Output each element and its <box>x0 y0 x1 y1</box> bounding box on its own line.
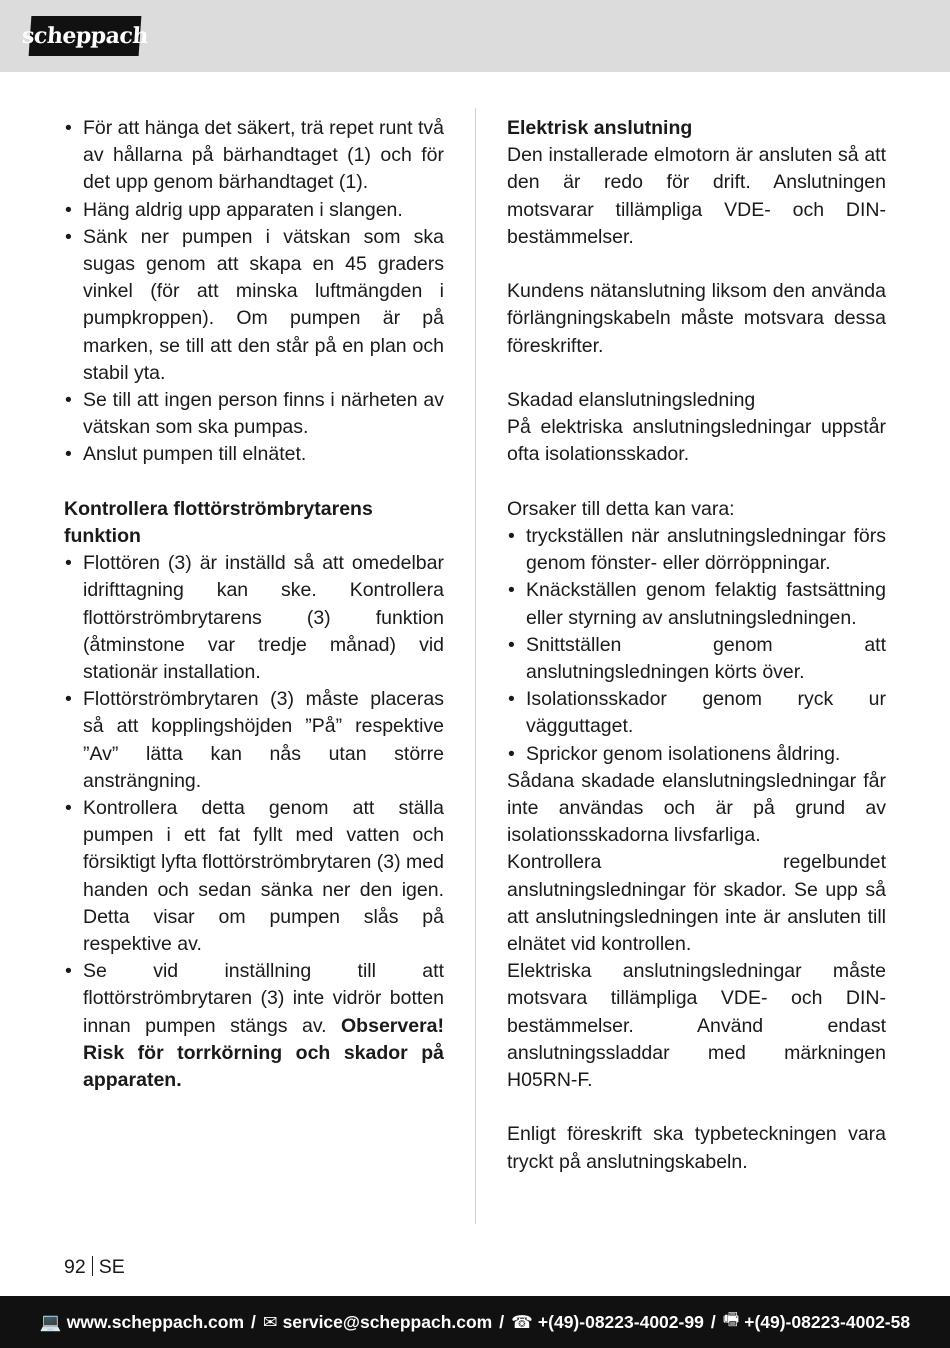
footer-bar <box>0 1296 950 1348</box>
page-language: SE <box>98 1256 125 1278</box>
setup-bullet-list <box>64 115 444 469</box>
email-link[interactable]: service@scheppach.com <box>282 1311 493 1332</box>
phone-icon: ☎ <box>511 1311 533 1332</box>
list-item: • För att hänga det säkert, trä repet runt två av hållarna på bärhandtaget (1) och för det upp genom bärhandtaget (1). <box>64 115 444 197</box>
footer-separator: / <box>499 1311 505 1332</box>
list-item: • tryckställen när anslutningsledningar förs genom fönster- eller dörröppningar. <box>507 523 886 577</box>
float-switch-heading: Kontrollera flottörströmbrytarens funktion <box>64 497 373 548</box>
list-item: • Snittställen genom att anslutningsledningen körts över. <box>507 632 886 686</box>
phone-number: +(49)-08223-4002-99 <box>537 1311 704 1332</box>
float-switch-bullet-list <box>64 550 444 1094</box>
list-item: • Kontrollera detta genom att ställa pumpen i ett fat fyllt med vatten och försiktigt lyfta flottörströmbrytaren (3) med handen och sedan sänka ner den igen. Detta visar om pumpen slås på respektive av. <box>64 795 444 958</box>
list-item: • Flottörströmbrytaren (3) måste placeras så att kopplingshöjden ”På” respektive ”Av” lätta kan nås utan större ansträngning. <box>64 686 444 795</box>
column-divider <box>475 108 476 1224</box>
paragraph: Elektriska anslutningsledningar måste motsvara tillämpliga VDE- och DIN-bestämmelser. Använd endast anslutningssladdar med märkningen H05RN-F. <box>507 960 886 1092</box>
paragraph: Kontrollera regelbundet anslutningsledningar för skador. Se upp så att anslutningsledningen inte är ansluten till elnätet vid kontrollen. <box>507 851 886 956</box>
envelope-icon: ✉ <box>262 1311 278 1332</box>
header-bar <box>0 0 950 72</box>
electrical-connection-heading: Elektrisk anslutning <box>507 117 693 139</box>
list-item <box>64 958 444 1094</box>
page-number-separator <box>92 1256 93 1276</box>
page-number-value: 92 <box>64 1256 86 1278</box>
fax-icon: 🖷 <box>722 1309 740 1329</box>
footer-separator: / <box>251 1311 256 1332</box>
paragraph: Den installerade elmotorn är ansluten så att den är redo för drift. Anslutningen motsvarar tillämpliga VDE- och DIN-bestämmelser. <box>507 144 886 248</box>
left-column <box>64 115 444 1094</box>
list-item: • Flottören (3) är inställd så att omedelbar idrifttagning kan ske. Kontrollera flottörströmbrytarens (3) funktion (åtminstone var tredje månad) vid stationär installation. <box>64 550 444 686</box>
scheppach-logo: scheppach <box>29 16 142 56</box>
right-column <box>507 115 886 1176</box>
list-item: • Knäckställen genom felaktig fastsättning eller styrning av anslutningsledningen. <box>507 577 886 631</box>
list-item: • Häng aldrig upp apparaten i slangen. <box>64 197 444 224</box>
footer-separator: / <box>710 1311 716 1332</box>
warning-text: Observera! Risk för torrkörning och skador på apparaten. <box>83 1014 444 1092</box>
causes-bullet-list <box>507 523 886 768</box>
paragraph: På elektriska anslutningsledningar uppstår ofta isolationsskador. <box>507 416 886 466</box>
causes-intro: Orsaker till detta kan vara: <box>507 497 735 520</box>
list-item: • Anslut pumpen till elnätet. <box>64 441 444 468</box>
paragraph: Sådana skadade elanslutningsledningar får inte användas och är på grund av isolationsskadorna livsfarliga. <box>507 769 886 847</box>
paragraph: Enligt föreskrift ska typbeteckningen vara tryckt på anslutningskabeln. <box>507 1123 886 1173</box>
list-item: • Sänk ner pumpen i vätskan som ska sugas genom att skapa en 45 graders vinkel (för att minska luftmängden i pumpkroppen). Om pumpen är på marken, se till att den står på en plan och stabil yta. <box>64 224 444 387</box>
damaged-cable-subheading: Skadad elanslutningsledning <box>507 389 756 411</box>
list-item: • Sprickor genom isolationens åldring. <box>507 741 886 768</box>
computer-icon: 💻 <box>39 1311 62 1332</box>
list-item-text: Se vid inställning till att flottörströmbrytaren (3) inte vidrör botten innan pumpen stängs av. <box>83 960 444 1037</box>
paragraph: Kundens nätanslutning liksom den använda förlängningskabeln måste motsvara dessa föreskrifter. <box>507 280 886 357</box>
list-item: • Se till att ingen person finns i närheten av vätskan som ska pumpas. <box>64 387 444 441</box>
fax-number: +(49)-08223-4002-58 <box>744 1311 911 1332</box>
page-number <box>64 1256 125 1279</box>
list-item: • Isolationsskador genom ryck ur vägguttaget. <box>507 686 886 740</box>
website-link[interactable]: www.scheppach.com <box>66 1311 245 1332</box>
